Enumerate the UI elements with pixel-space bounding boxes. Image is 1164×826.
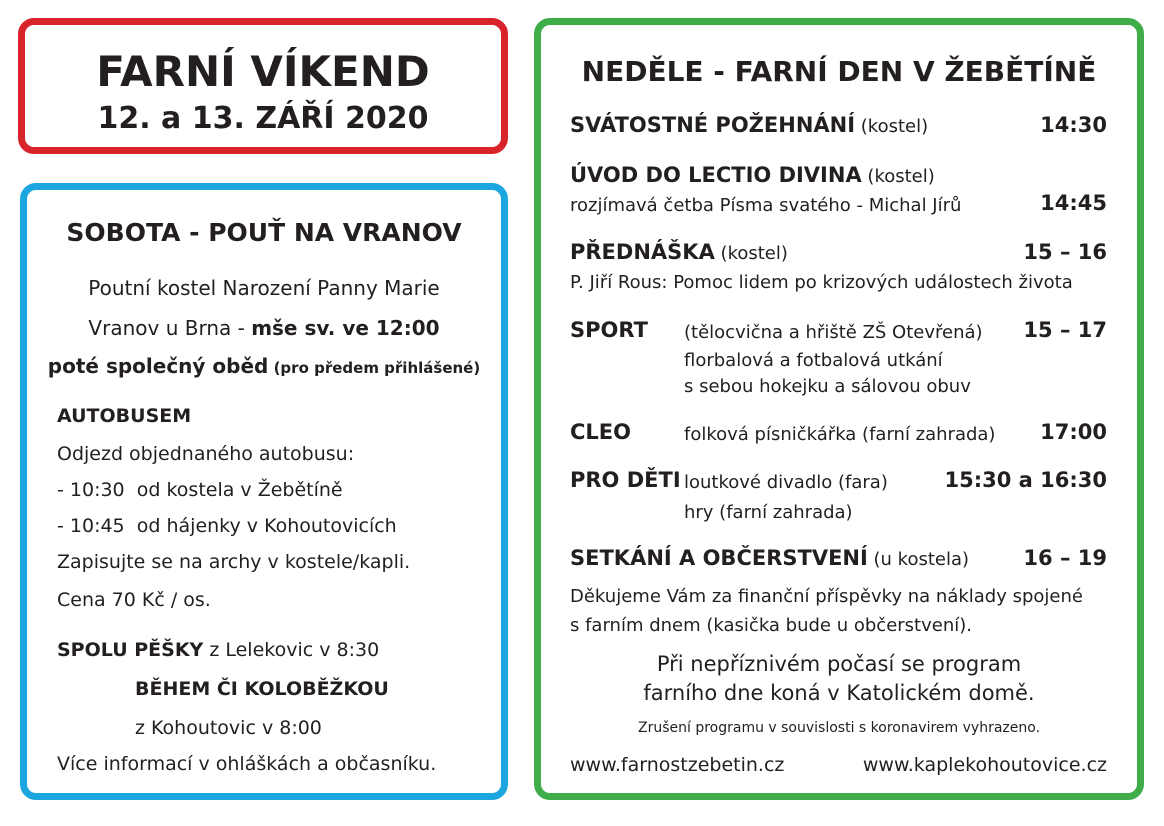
more-info: Více informací v ohláškách a občasníku.	[57, 753, 437, 775]
event-date: 12. a 13. ZÁŘÍ 2020	[97, 101, 429, 136]
lectio-detail: rozjímavá četba Písma svatého - Michal Jírů	[570, 195, 962, 216]
bus1-time: - 10:30	[57, 479, 125, 501]
mass-time: mše sv. ve 12:00	[251, 316, 440, 340]
place-text: Vranov u Brna -	[88, 316, 252, 340]
lunch-note: (pro předem přihlášené)	[268, 359, 481, 377]
lectio-place: (kostel)	[861, 166, 935, 187]
cleo-time: 17:00	[1040, 420, 1107, 444]
walk-line	[57, 639, 379, 661]
website-farnost[interactable]: www.farnostzebetin.cz	[570, 754, 785, 776]
bus-departure-2	[57, 515, 397, 537]
walk-detail: z Lelekovic v 8:30	[203, 639, 380, 661]
website-kaple[interactable]: www.kaplekohoutovice.cz	[862, 754, 1107, 776]
thanks-line-1: Děkujeme Vám za finanční příspěvky na náklady spojené	[570, 586, 1083, 607]
bus-intro: Odjezd objednaného autobusu:	[57, 443, 355, 465]
kids-line2: hry (farní zahrada)	[684, 502, 853, 523]
saturday-heading: SOBOTA - POUŤ NA VRANOV	[66, 218, 462, 247]
lecture-time: 15 – 16	[1023, 240, 1107, 264]
bus-heading: AUTOBUSEM	[57, 405, 192, 427]
lecture-detail: P. Jiří Rous: Pomoc lidem po krizových událostech života	[570, 272, 1073, 293]
meeting-name: SETKÁNÍ A OBČERSTVENÍ	[570, 546, 868, 570]
sport-name: SPORT	[570, 318, 648, 342]
kids-time: 15:30 a 16:30	[944, 468, 1107, 492]
blessing-name: SVÁTOSTNÉ POŽEHNÁNÍ	[570, 113, 856, 137]
lectio-row	[570, 163, 935, 187]
weather-line-1: Při nepříznivém počasí se program	[656, 652, 1022, 676]
lectio-name: ÚVOD DO LECTIO DIVINA	[570, 163, 862, 187]
meeting-place: (u kostela)	[867, 549, 970, 570]
lecture-place: (kostel)	[714, 243, 788, 264]
sport-place: (tělocvična a hřiště ZŠ Otevřená)	[684, 322, 983, 343]
blessing-time: 14:30	[1040, 113, 1107, 137]
saturday-box	[20, 183, 508, 800]
sport-line2: florbalová a fotbalová utkání	[684, 350, 943, 371]
lectio-time: 14:45	[1040, 191, 1107, 215]
bus2-time: - 10:45	[57, 515, 125, 537]
blessing-place: (kostel)	[855, 116, 929, 137]
bus1-place: od kostela v Žebětíně	[136, 479, 343, 501]
bus2-place: od hájenky v Kohoutovicích	[136, 515, 397, 537]
blessing-row	[570, 113, 928, 137]
lecture-name: PŘEDNÁŠKA	[570, 240, 715, 264]
walk-heading: SPOLU PĚŠKY	[57, 639, 204, 661]
weather-line-2: farního dne koná v Katolickém domě.	[643, 681, 1035, 705]
bus-departure-1	[57, 479, 343, 501]
lecture-row	[570, 240, 788, 264]
lunch-line	[27, 354, 501, 378]
sunday-heading: NEDĚLE - FARNÍ DEN V ŽEBĚTÍNĚ	[581, 55, 1097, 88]
event-title: FARNÍ VÍKEND	[96, 47, 430, 96]
lunch-text: poté společný oběd	[47, 354, 269, 378]
sport-line3: s sebou hokejku a sálovou obuv	[684, 376, 971, 397]
sport-time: 15 – 17	[1023, 318, 1107, 342]
title-box	[18, 18, 508, 154]
kids-name: PRO DĚTI	[570, 468, 681, 492]
signup-text: Zapisujte se na archy v kostele/kapli.	[57, 551, 411, 573]
thanks-line-2: s farním dnem (kasička bude u občerstvení).	[570, 615, 972, 636]
church-name: Poutní kostel Narození Panny Marie	[88, 276, 440, 300]
meeting-row	[570, 546, 969, 570]
cleo-name: CLEO	[570, 420, 631, 444]
price-text: Cena 70 Kč / os.	[57, 589, 211, 611]
cleo-detail: folková písničkářka (farní zahrada)	[684, 424, 996, 445]
kids-line1: loutkové divadlo (fara)	[684, 472, 888, 493]
sunday-box	[534, 18, 1144, 800]
mass-line	[27, 316, 501, 340]
meeting-time: 16 – 19	[1023, 546, 1107, 570]
scooter-detail: z Kohoutovic v 8:00	[135, 717, 322, 739]
cancel-note: Zrušení programu v souvislosti s koronavirem vyhrazeno.	[637, 720, 1041, 736]
scooter-heading: BĚHEM ČI KOLOBĚŽKOU	[135, 678, 389, 700]
